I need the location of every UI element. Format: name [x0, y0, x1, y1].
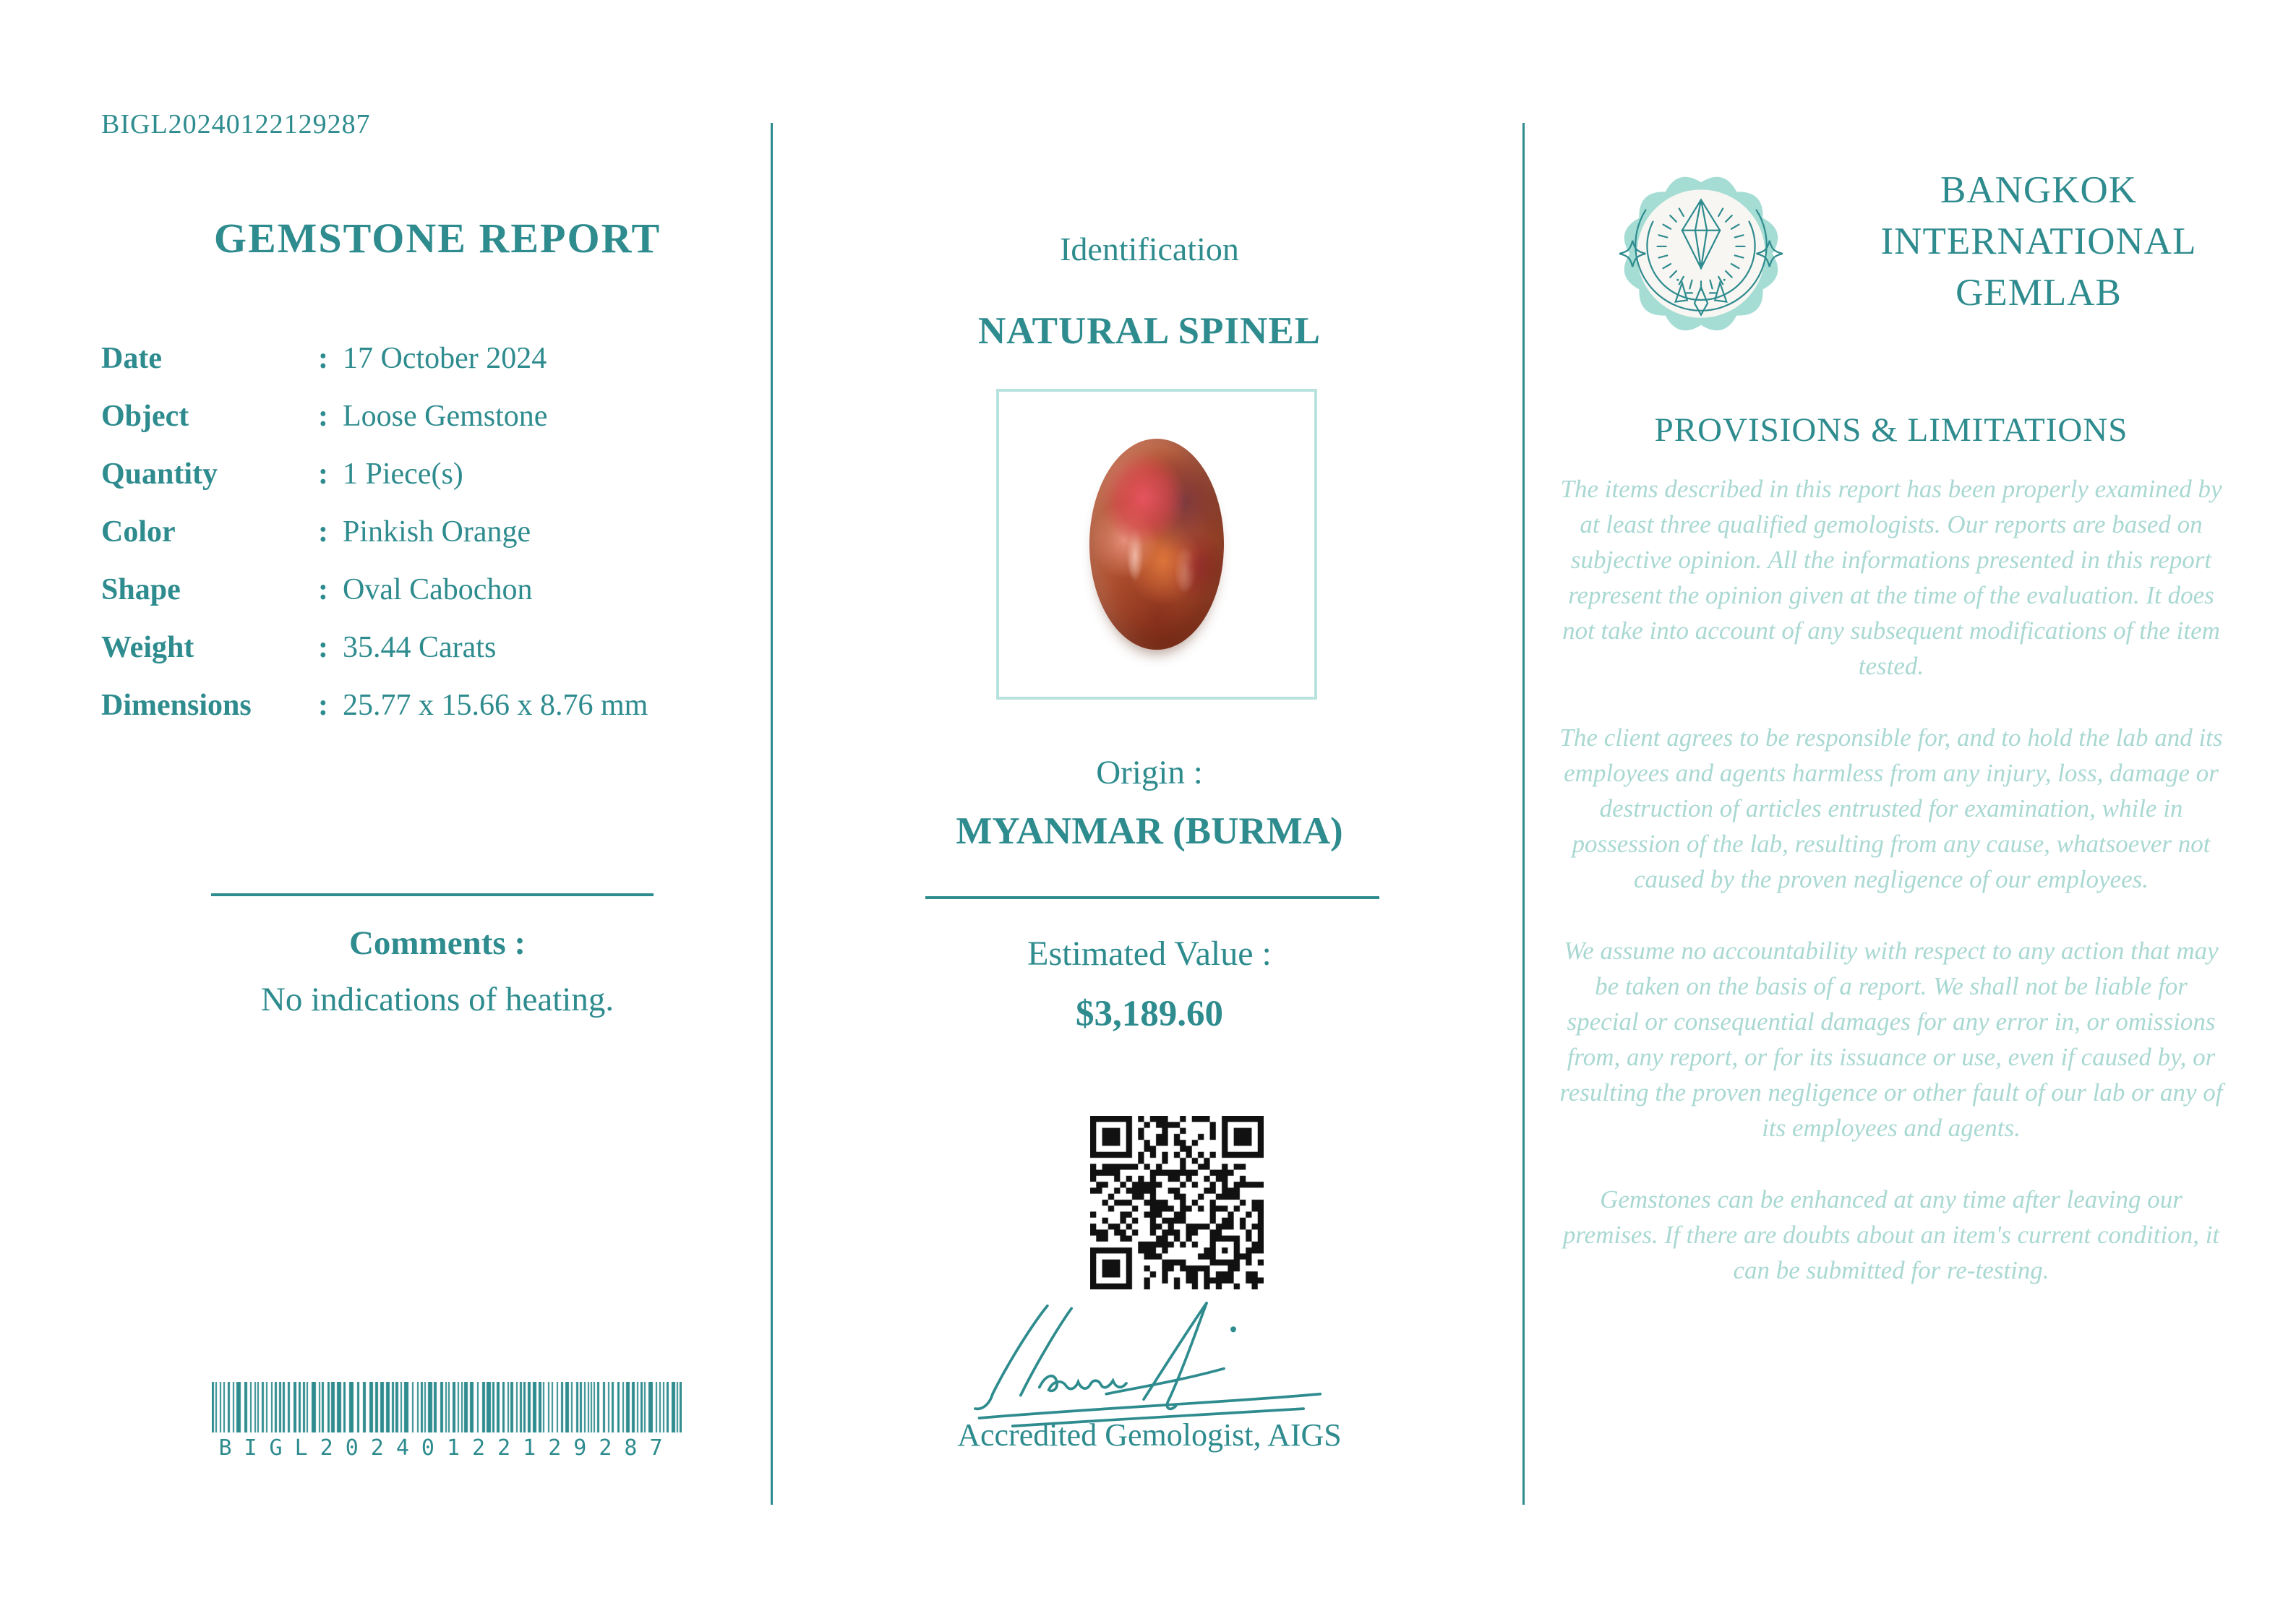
comments-label: Comments :	[348, 924, 526, 962]
field-row-dimensions	[101, 688, 708, 746]
provisions-title: PROVISIONS & LIMITATIONS	[1654, 411, 2128, 449]
field-colon: :	[318, 573, 328, 606]
signature-icon	[929, 1294, 1377, 1427]
comments-divider	[211, 893, 654, 896]
lab-logo	[1606, 159, 1796, 348]
barcode-bars	[212, 1382, 682, 1432]
field-colon: :	[318, 631, 328, 664]
field-label: Object	[101, 400, 189, 433]
comments-value: No indications of heating.	[260, 981, 614, 1018]
lab-logo-icon	[1606, 159, 1796, 348]
field-colon: :	[318, 689, 328, 722]
field-row-quantity	[101, 457, 708, 515]
field-colon: :	[318, 457, 328, 491]
field-row-weight	[101, 630, 708, 688]
column-divider-right	[1522, 123, 1525, 1505]
field-row-shape	[101, 572, 708, 630]
field-row-object	[101, 399, 708, 457]
qr-code	[1090, 1116, 1264, 1289]
gem-photo	[1089, 439, 1224, 650]
report-number: BIGL20240122129287	[101, 109, 371, 139]
column-divider-left	[771, 123, 773, 1505]
field-label: Quantity	[101, 457, 218, 491]
field-value: 17 October 2024	[343, 342, 547, 375]
provision-paragraph: The client agrees to be responsible for, and to hold the lab and its employees and agents harmless from any injury, loss, damage or destruction of articles entrusted for examination, while in possession of the lab, resulting from any cause, whatsoever not caused by the proven negligence of our employees.	[1559, 723, 2223, 893]
species-name: NATURAL SPINEL	[978, 310, 1321, 352]
field-label: Date	[101, 342, 162, 375]
field-colon: :	[318, 342, 328, 375]
provision-paragraph: Gemstones can be enhanced at any time after leaving our premises. If there are doubts about an item's current condition, it can be submitted for re-testing.	[1562, 1185, 2220, 1284]
lab-name-line: GEMLAB	[1956, 272, 2122, 314]
field-colon: :	[318, 400, 328, 433]
field-value: Oval Cabochon	[343, 573, 533, 606]
gem-photo-frame	[996, 389, 1317, 700]
field-label: Color	[101, 515, 176, 549]
origin-value: MYANMAR (BURMA)	[956, 810, 1343, 852]
estimated-value-label: Estimated Value :	[1027, 935, 1272, 973]
barcode-text: BIGL20240122129287	[218, 1435, 675, 1461]
qr-code-canvas	[1090, 1116, 1264, 1289]
field-row-date	[101, 341, 708, 399]
provision-paragraph: We assume no accountability with respect to any action that may be taken on the basis of a report. We shall not be liable for special or consequential damages for any error in, or omissions from, any report, or for its issuance or use, even if caused by, or resulting the proven negligence or other fault of our lab or any of its employees and agents.	[1559, 937, 2223, 1142]
report-fields	[101, 341, 708, 746]
barcode	[212, 1382, 682, 1461]
report-title: GEMSTONE REPORT	[213, 215, 661, 262]
field-value: Pinkish Orange	[343, 515, 531, 549]
estimated-value-amount: $3,189.60	[1076, 994, 1223, 1034]
field-label: Dimensions	[101, 689, 252, 722]
field-value: 25.77 x 15.66 x 8.76 mm	[343, 689, 648, 722]
field-value: 35.44 Carats	[343, 631, 497, 664]
field-row-color	[101, 515, 708, 572]
origin-label: Origin :	[1096, 754, 1203, 791]
identification-heading: Identification	[1060, 231, 1239, 267]
value-divider	[925, 896, 1379, 899]
field-value: Loose Gemstone	[343, 400, 548, 433]
logo-inner-circle	[1637, 189, 1765, 317]
field-value: 1 Piece(s)	[343, 457, 463, 491]
provisions-text	[1559, 471, 2224, 1324]
gemologist-signature	[929, 1294, 1377, 1427]
lab-name	[1815, 165, 2263, 319]
field-label: Shape	[101, 573, 181, 606]
field-colon: :	[318, 515, 328, 549]
lab-name-line: INTERNATIONAL	[1880, 220, 2197, 262]
provision-paragraph: The items described in this report has been properly examined by at least three qualified gemologists. Our reports are based on subjective opinion. All the informations presented in this report represent the opinion given at the time of the evaluation. It does not take into account of any subsequent modifications of the item tested.	[1560, 475, 2222, 680]
lab-name-line: BANGKOK	[1940, 169, 2137, 211]
signatory-title: Accredited Gemologist, AIGS	[957, 1417, 1342, 1453]
field-label: Weight	[101, 631, 194, 664]
